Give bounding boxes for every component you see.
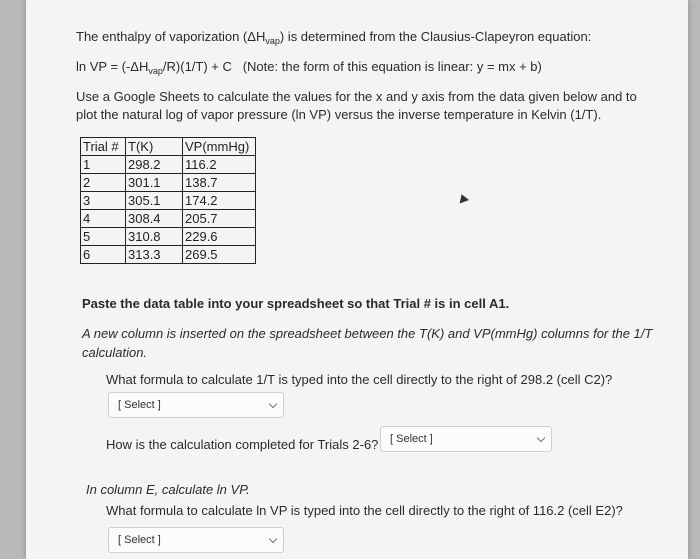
table-row — [81, 228, 256, 246]
header-trial: Trial # — [81, 138, 126, 156]
table-cell: 205.7 — [183, 210, 256, 228]
table-cell: 4 — [81, 210, 126, 228]
table-cell: 313.3 — [126, 246, 183, 264]
table-row — [81, 246, 256, 264]
table-cell: 5 — [81, 228, 126, 246]
header-vapor-pressure: VP(mmHg) — [183, 138, 256, 156]
chevron-down-icon — [269, 400, 277, 408]
table-header-row — [81, 138, 256, 156]
header-temperature: T(K) — [126, 138, 183, 156]
select-placeholder: [ Select ] — [118, 534, 161, 546]
question-page — [26, 0, 688, 559]
table-cell: 229.6 — [183, 228, 256, 246]
table-cell: 308.4 — [126, 210, 183, 228]
question-trials-2-6: How is the calculation completed for Trials 2-6? — [106, 437, 379, 452]
chevron-down-icon — [537, 434, 545, 442]
table-cell: 138.7 — [183, 174, 256, 192]
instructions-line-1: Use a Google Sheets to calculate the values for the x and y axis from the data given below and to — [76, 89, 637, 104]
question-1c-formula: What formula to calculate 1/T is typed into the cell directly to the right of 298.2 (cell C2)? — [106, 372, 613, 387]
data-table — [80, 137, 256, 264]
paste-instruction: Paste the data table into your spreadsheet so that Trial # is in cell A1. — [82, 296, 510, 311]
table-cell: 6 — [81, 246, 126, 264]
intro-text: The enthalpy of vaporization $(\Delta H_{vap})$ is determined from the Clausius-Clapeyron equation: — [76, 29, 592, 46]
table-row — [81, 156, 256, 174]
table-cell: 116.2 — [183, 156, 256, 174]
table-cell: 301.1 — [126, 174, 183, 192]
table-cell: 174.2 — [183, 192, 256, 210]
instructions-line-2: plot the natural log of vapor pressure (ln VP) versus the inverse temperature in Kelvin (1/T). — [76, 107, 602, 122]
table-cell: 269.5 — [183, 246, 256, 264]
answer-select-1[interactable] — [108, 392, 284, 418]
table-cell: 3 — [81, 192, 126, 210]
table-row — [81, 210, 256, 228]
new-column-note-line-1: A new column is inserted on the spreadsheet between the T(K) and VP(mmHg) columns for the 1/T — [82, 326, 653, 341]
select-placeholder: [ Select ] — [390, 433, 433, 445]
table-row — [81, 192, 256, 210]
table-cell: 1 — [81, 156, 126, 174]
table-cell: 2 — [81, 174, 126, 192]
select-placeholder: [ Select ] — [118, 399, 161, 411]
equation-text: ln VP = $(-\Delta H_{vap}/R)(1/T) + C$ (Note: the form of this equation is linear: y = mx + b) — [76, 59, 542, 76]
table-cell: 305.1 — [126, 192, 183, 210]
table-cell: 298.2 — [126, 156, 183, 174]
answer-select-3[interactable] — [108, 527, 284, 553]
table-cell: 310.8 — [126, 228, 183, 246]
new-column-note-line-2: calculation. — [82, 345, 148, 360]
answer-select-2[interactable] — [380, 426, 552, 452]
chevron-down-icon — [269, 535, 277, 543]
column-e-instruction: In column E, calculate ln VP. — [86, 482, 250, 497]
question-lnvp-formula: What formula to calculate ln VP is typed into the cell directly to the right of 116.2 (cell E2)? — [106, 503, 623, 518]
table-row — [81, 174, 256, 192]
